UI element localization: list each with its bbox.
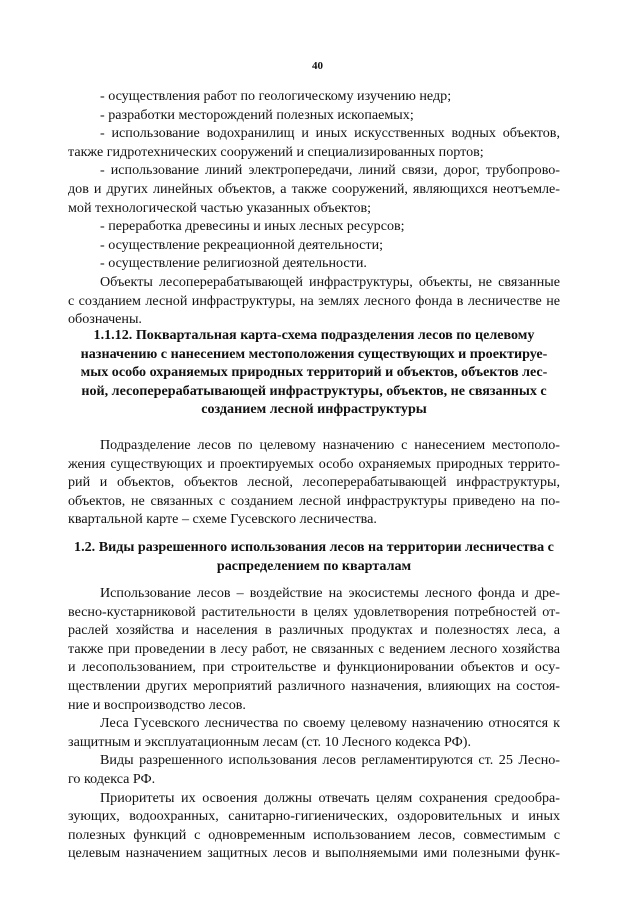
paragraph-line: весно-кустарниковой растительности в целях удовлетворения потребностей от- — [68, 603, 560, 620]
list-item: - использование водохранилищ и иных искусственных водных объектов, — [100, 125, 560, 142]
paragraph-forest-use-definition — [68, 584, 560, 863]
list-item-continuation: также гидротехнических сооружений и специализированных портов; — [68, 143, 484, 160]
paragraph-line: Леса Гусевского лесничества по своему целевому назначению относятся к — [100, 715, 560, 732]
paragraph-line: объектов, не связанных с созданием лесной инфраструктуры приведено на по- — [68, 492, 560, 509]
list-item: - осуществление рекреационной деятельности; — [100, 236, 384, 253]
paragraph-line: раслей хозяйства и населения в различных продуктах и полезностях леса, а — [68, 622, 560, 639]
heading-line: 1.2. Виды разрешенного использования лесов на территории лесничества с — [74, 539, 554, 555]
paragraph-line: целевым назначением защитных лесов и выполняемыми ими полезными функ- — [68, 845, 560, 862]
page-number: 40 — [312, 60, 323, 72]
list-item-continuation: мой технологической частью указанных объектов; — [68, 199, 372, 216]
list-item: - использование линий электропередачи, линий связи, дорог, трубопрово- — [100, 162, 560, 179]
section-heading-1-2 — [68, 538, 560, 575]
paragraph-line: Виды разрешенного использования лесов регламентируются ст. 25 Лесно- — [100, 752, 560, 769]
paragraph-line: также при проведении в лесу работ, не связанных с ведением лесного хозяйства — [68, 640, 560, 657]
list-item: - разработки месторождений полезных ископаемых; — [100, 106, 414, 123]
heading-line: назначению с нанесением местоположения существующих и проектируе- — [80, 345, 548, 362]
paragraph-line: полезных функций с одновременным использованием лесов, совместимым с — [68, 826, 560, 843]
paragraph-line: ществлении других мероприятий различного назначения, влияющих на состоя- — [68, 677, 560, 694]
paragraph-line: го кодекса РФ. — [68, 770, 156, 787]
paragraph-line: Подразделение лесов по целевому назначению с нанесением местополо- — [100, 437, 560, 453]
paragraph-line: Приоритеты их освоения должны отвечать целям сохранения средообра- — [100, 789, 560, 806]
paragraph-line: защитным и эксплуатационным лесам (ст. 10 Лесного кодекса РФ). — [68, 733, 471, 750]
allowed-uses-list — [68, 87, 560, 329]
list-item: - переработка древесины и иных лесных ресурсов; — [100, 218, 405, 235]
paragraph-line: и лесопользованием, при строительстве и функционировании объектов и осу- — [68, 659, 560, 676]
paragraph-line: обозначены. — [68, 311, 142, 328]
paragraph-line: с созданием лесной инфраструктуры, на землях лесного фонда в лесничестве не — [68, 292, 560, 309]
heading-line: мых особо охраняемых природных территорий и объектов, объектов лес- — [80, 364, 548, 381]
heading-line: распределением по кварталам — [216, 557, 412, 574]
section-heading-1-1-12 — [68, 326, 560, 419]
paragraph-line: квартальной карте – схеме Гусевского лесничества. — [68, 511, 377, 528]
paragraph-line: жения существующих и проектируемых особо охраняемых природных террито- — [68, 455, 560, 472]
paragraph-map-description — [68, 436, 560, 529]
list-item: - осуществления работ по геологическому изучению недр; — [100, 88, 452, 104]
paragraph-line: ние и воспроизводство лесов. — [68, 696, 246, 713]
paragraph-line: Использование лесов – воздействие на экосистемы лесного фонда и дре- — [100, 585, 560, 601]
list-item-continuation: дов и других линейных объектов, а также сооружений, являющихся неотъемле- — [68, 180, 560, 197]
paragraph-line: рий и объектов, объектов лесной, лесоперерабатывающей инфраструктуры, — [68, 474, 560, 491]
list-item: - осуществление религиозной деятельности. — [100, 255, 367, 272]
heading-line: 1.1.12. Поквартальная карта-схема подразделения лесов по целевому — [93, 327, 535, 343]
heading-line: созданием лесной инфраструктуры — [201, 401, 427, 418]
paragraph-line: зующих, водоохранных, санитарно-гигиенических, оздоровительных и иных — [68, 808, 560, 825]
heading-line: ной, лесоперерабатывающей инфраструктуры, объектов, не связанных с — [81, 382, 547, 399]
paragraph-line: Объекты лесоперерабатывающей инфраструктуры, объекты, не связанные — [100, 273, 560, 290]
